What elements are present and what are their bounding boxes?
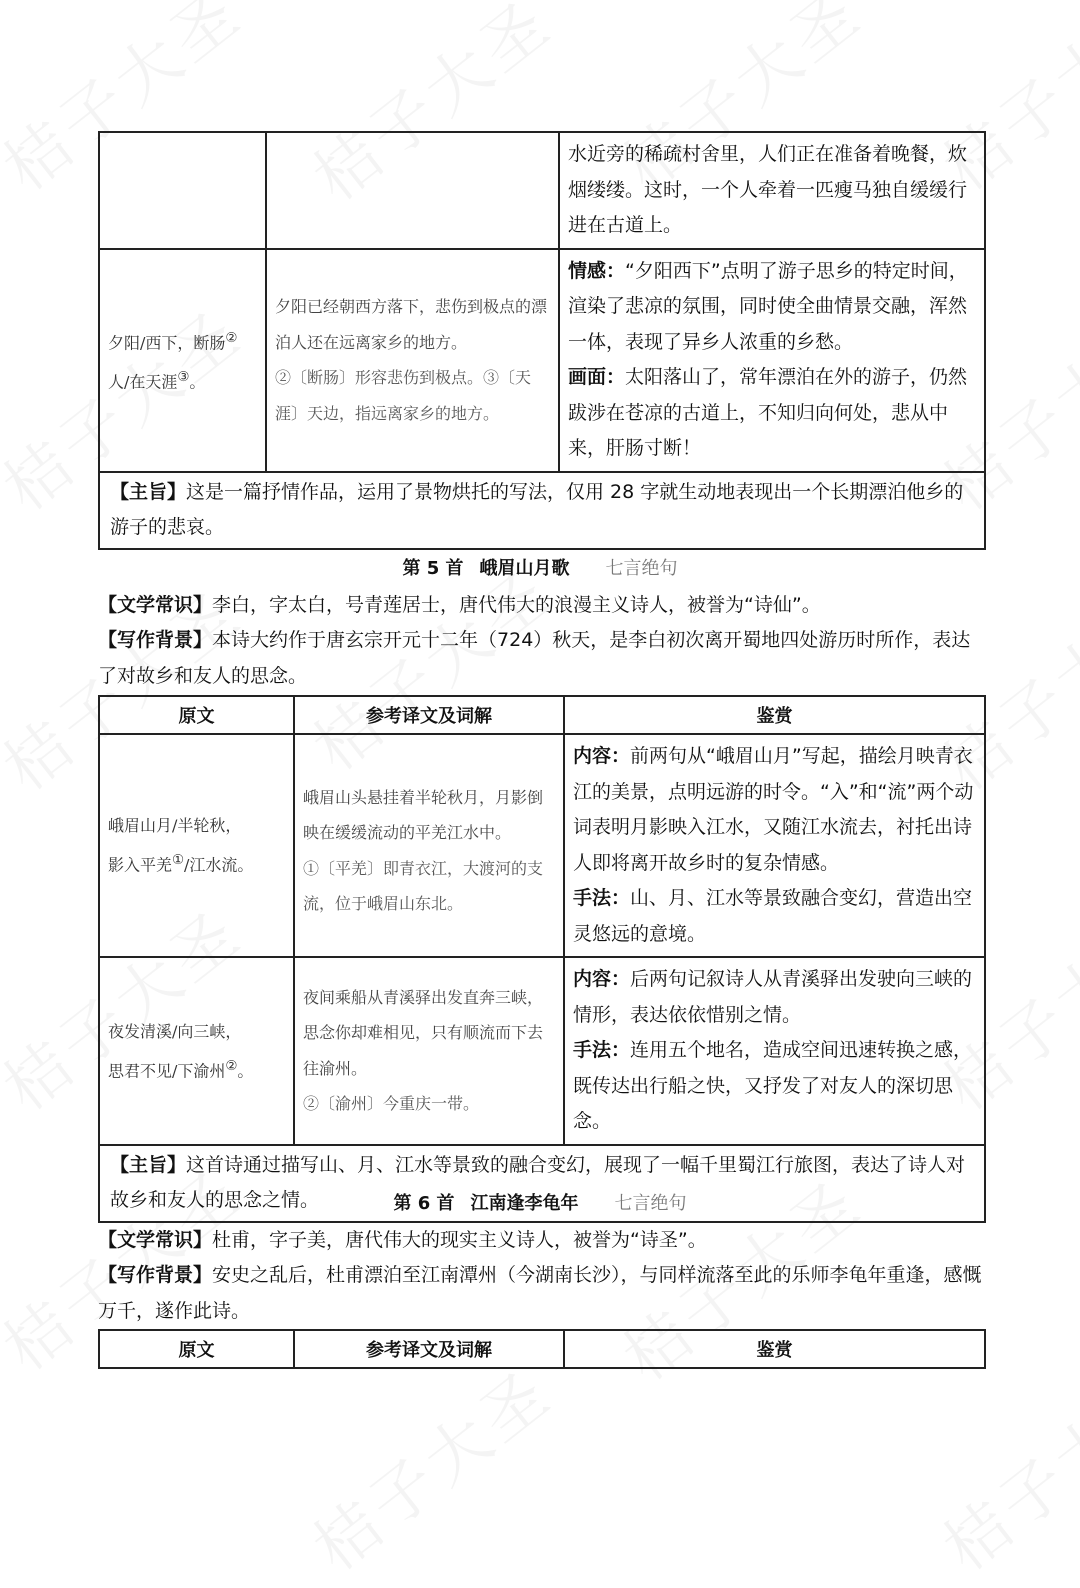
translation-cell bbox=[266, 132, 559, 249]
poem-number: 第 6 首 bbox=[393, 1193, 455, 1214]
writing-background: 【写作背景】本诗大约作于唐玄宗开元十二年（724）秋天，是李白初次离开蜀地四处游历时所作，表达了对故乡和友人的思念。 bbox=[98, 629, 971, 687]
theme-cell: 【主旨】这是一篇抒情作品，运用了景物烘托的写法，仅用 28 字就生动地表现出一个长期漂泊他乡的游子的悲哀。 bbox=[99, 472, 985, 549]
watermark bbox=[921, 1344, 1080, 1588]
header-appreciation: 鉴赏 bbox=[564, 696, 985, 734]
appreciation-cell: 情感：“夕阳西下”点明了游子思乡的特定时间，渲染了悲凉的氛围，同时使全曲情景交融，浑然一体，表现了异乡人浓重的乡愁。 画面：太阳落山了，常年漂泊在外的游子，仍然跋涉在苍凉的古道上，不知归向何处，悲从中来，肝肠寸断！ bbox=[559, 249, 985, 472]
appreciation-cell: 水近旁的稀疏村舍里，人们正在准备着晚餐，炊烟缕缕。这时，一个人牵着一匹瘦马独自缓缓行进在古道上。 bbox=[559, 132, 985, 249]
header-original: 原文 bbox=[99, 1330, 294, 1368]
appreciation-cell: 内容：前两句从“峨眉山月”写起，描绘月映青衣江的美景，点明远游的时令。“入”和“流”两个动词表明月影映入江水，又随江水流去，衬托出诗人即将离开故乡时的复杂情感。 手法：山、月、江水等景致融合变幻，营造出空灵悠远的意境。 bbox=[564, 734, 985, 957]
word-note: ①〔平羌〕即青衣江，大渡河的支流，位于峨眉山东北。 bbox=[303, 858, 544, 913]
poem6-heading bbox=[0, 1191, 1080, 1217]
table-row bbox=[99, 734, 985, 957]
poem5-heading bbox=[0, 556, 1080, 582]
table-row bbox=[99, 249, 985, 472]
literary-knowledge: 【文学常识】杜甫，字子美，唐代伟大的现实主义诗人，被誉为“诗圣”。 bbox=[98, 1229, 707, 1251]
poem4-table bbox=[98, 131, 986, 550]
watermark bbox=[291, 1344, 568, 1588]
translation-cell: 夕阳已经朝西方落下，悲伤到极点的漂泊人还在远离家乡的地方。 ②〔断肠〕形容悲伤到极点。③〔天涯〕天边，指远离家乡的地方。 bbox=[266, 249, 559, 472]
poem6-table bbox=[98, 1329, 986, 1369]
translation-cell: 峨眉山头悬挂着半轮秋月，月影倒映在缓缓流动的平羌江水中。 ①〔平羌〕即青衣江，大渡河的支流，位于峨眉山东北。 bbox=[294, 734, 564, 957]
writing-background: 【写作背景】安史之乱后，杜甫漂泊至江南潭州（今湖南长沙），与同样流落至此的乐师李龟年重逢，感慨万千，遂作此诗。 bbox=[98, 1264, 982, 1322]
word-note: ②〔渝州〕今重庆一带。 bbox=[303, 1094, 480, 1114]
theme-cell: 【主旨】这首诗通过描写山、月、江水等景致的融合变幻，展现了一幅千里蜀江行旅图，表达了诗人对故乡和友人的思念之情。 bbox=[99, 1145, 985, 1222]
original-cell: 峨眉山月/半轮秋， 影入平羌①/江水流。 bbox=[99, 734, 294, 957]
word-note: ②〔断肠〕形容悲伤到极点。③〔天涯〕天边，指远离家乡的地方。 bbox=[275, 368, 532, 423]
table-header bbox=[99, 1330, 985, 1368]
appreciation-cell: 内容：后两句记叙诗人从青溪驿出发驶向三峡的情形，表达依依惜别之情。 手法：连用五个地名，造成空间迅速转换之感，既传达出行船之快，又抒发了对友人的深切思念。 bbox=[564, 957, 985, 1145]
translation-cell: 夜间乘船从青溪驿出发直奔三峡，思念你却难相见，只有顺流而下去往渝州。 ②〔渝州〕今重庆一带。 bbox=[294, 957, 564, 1145]
original-cell bbox=[99, 132, 266, 249]
header-appreciation: 鉴赏 bbox=[564, 1330, 985, 1368]
original-cell: 夜发清溪/向三峡， 思君不见/下渝州②。 bbox=[99, 957, 294, 1145]
poem-title: 峨眉山月歌 bbox=[479, 558, 570, 579]
table-row bbox=[99, 132, 985, 249]
poem-form: 七言绝句 bbox=[605, 558, 678, 579]
header-translation: 参考译文及词解 bbox=[294, 696, 564, 734]
header-original: 原文 bbox=[99, 696, 294, 734]
poem5-table bbox=[98, 695, 986, 1223]
header-translation: 参考译文及词解 bbox=[294, 1330, 564, 1368]
literary-knowledge: 【文学常识】李白，字太白，号青莲居士，唐代伟大的浪漫主义诗人，被誉为“诗仙”。 bbox=[98, 594, 821, 616]
theme-row bbox=[99, 472, 985, 549]
original-cell: 夕阳/西下，断肠② 人/在天涯③。 bbox=[99, 249, 266, 472]
poem-form: 七言绝句 bbox=[614, 1193, 687, 1214]
table-header bbox=[99, 696, 985, 734]
poem-number: 第 5 首 bbox=[402, 558, 464, 579]
table-row bbox=[99, 957, 985, 1145]
poem-title: 江南逢李龟年 bbox=[470, 1193, 579, 1214]
